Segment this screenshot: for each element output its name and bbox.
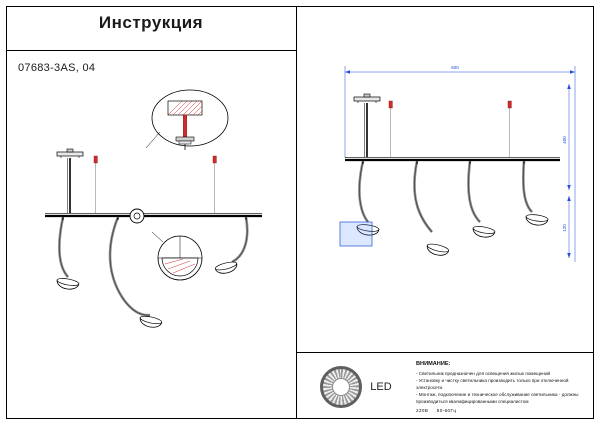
voltage-value: 220В <box>416 408 429 414</box>
dimension-label-height: 400 <box>562 136 567 144</box>
bottom-panel-divider <box>296 352 594 353</box>
led-ring-icon <box>320 366 362 408</box>
page-title: Инструкция <box>98 13 204 32</box>
warning-block <box>416 360 588 414</box>
led-legend <box>302 358 410 416</box>
vertical-divider <box>296 6 297 419</box>
led-label: LED <box>370 381 392 393</box>
dimension-label-drop: 120 <box>562 224 567 232</box>
dimension-label-width: 600 <box>451 65 459 70</box>
warning-line-1: - Светильник предназначен для освещения жилых помещений <box>416 370 551 376</box>
frequency-value: 50-60Гц <box>436 408 457 414</box>
warning-heading: ВНИМАНИЕ: <box>416 361 451 367</box>
title-underline <box>6 50 296 51</box>
model-code: 07683-3AS, 04 <box>18 62 96 74</box>
warning-line-3: - Монтаж, подключение и техническое обслуживание светильника - должны производиться квалифицированными специалистом <box>416 391 579 405</box>
warning-line-2: - Установку и чистку светильника производить только при отключенной электросети. <box>416 377 569 390</box>
